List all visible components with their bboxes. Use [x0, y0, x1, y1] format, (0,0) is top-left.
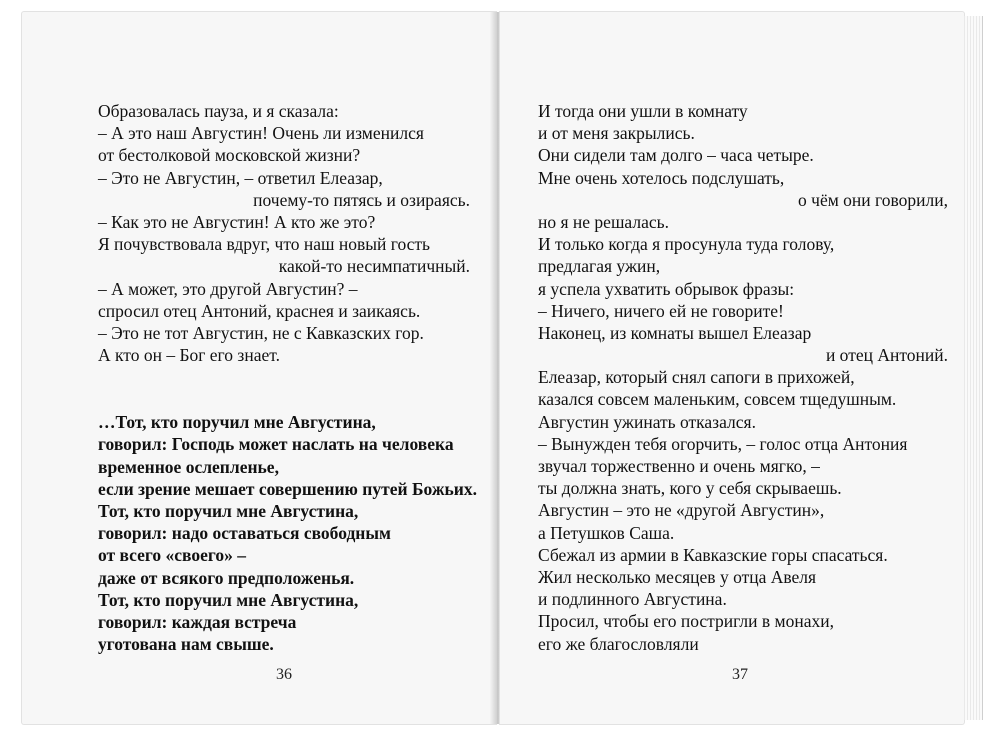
text-line: Я почувствовала вдруг, что наш новый гость — [98, 234, 431, 255]
page-number-right: 37 — [732, 666, 748, 683]
text-line: почему-то пятясь и озираясь. — [253, 189, 470, 210]
text-line: Просил, чтобы его постригли в монахи, — [538, 611, 834, 632]
right-page-text — [538, 100, 948, 655]
text-line: от бестолковой московской жизни? — [98, 145, 361, 166]
text-line: – А может, это другой Августин? – — [98, 278, 358, 299]
left-page-text — [98, 100, 477, 655]
text-line: А кто он – Бог его знает. — [98, 345, 280, 366]
text-line: Образовалась пауза, и я сказала: — [98, 101, 339, 121]
text-line: Они сидели там долго – часа четыре. — [538, 145, 814, 166]
text-line: уготована нам свыше. — [98, 634, 274, 655]
text-line: – Как это не Августин! А кто же это? — [98, 211, 376, 232]
text-line: …Тот, кто поручил мне Августина, — [98, 412, 376, 433]
text-line: и от меня закрылись. — [538, 123, 695, 144]
left-page — [22, 12, 496, 724]
text-line: даже от всякого предположенья. — [98, 567, 355, 588]
text-line: Августин – это не «другой Августин», — [538, 500, 825, 521]
text-line: я успела ухватить обрывок фразы: — [538, 278, 795, 299]
text-line: а Петушков Саша. — [538, 522, 675, 543]
text-line: – Вынужден тебя огорчить, – голос отца Антония — [538, 433, 908, 454]
text-line: Сбежал из армии в Кавказские горы спасаться. — [538, 544, 888, 565]
text-line: – Это не Августин, – ответил Елеазар, — [98, 167, 383, 188]
text-line: И только когда я просунула туда голову, — [538, 234, 835, 255]
text-line: его же благословляли — [538, 633, 699, 654]
text-line: Августин ужинать отказался. — [538, 411, 756, 432]
stanza-dialogue — [98, 100, 470, 366]
text-line: о чём они говорили, — [798, 189, 948, 210]
text-line: Елеазар, который снял сапоги в прихожей, — [538, 367, 855, 388]
text-line: Жил несколько месяцев у отца Авеля — [538, 566, 817, 587]
text-line: – Ничего, ничего ей не говорите! — [538, 300, 784, 321]
text-line: какой-то несимпатичный. — [278, 256, 470, 277]
text-line: и подлинного Августина. — [538, 589, 727, 610]
stanza-gap — [98, 366, 470, 411]
text-line: – Это не тот Августин, не с Кавказских гор. — [98, 322, 424, 343]
text-line: Тот, кто поручил мне Августина, — [98, 501, 359, 521]
text-line: Тот, кто поручил мне Августина, — [98, 589, 359, 610]
text-line: предлагая ужин, — [538, 256, 661, 277]
text-line: говорил: каждая встреча — [98, 611, 297, 632]
text-line: звучал торжественно и очень мягко, – — [538, 456, 820, 476]
right-page — [500, 12, 964, 724]
page-number-left: 36 — [276, 666, 292, 683]
text-line: но я не решалась. — [538, 211, 669, 232]
open-book — [22, 4, 982, 736]
text-line: И тогда они ушли в комнату — [538, 101, 748, 121]
text-line: и отец Антоний. — [825, 345, 948, 366]
page-edges — [964, 16, 983, 720]
text-line: Наконец, из комнаты вышел Елеазар — [538, 322, 812, 343]
text-line: говорил: надо оставаться свободным — [98, 523, 391, 544]
text-line: спросил отец Антоний, краснея и заикаясь. — [98, 300, 421, 321]
text-line: временное ослепленье, — [98, 456, 279, 477]
text-line: – А это наш Августин! Очень ли изменился — [98, 123, 424, 144]
text-line: говорил: Господь может наслать на человека — [98, 434, 454, 455]
text-line: от всего «своего» – — [98, 545, 247, 566]
text-line: ты должна знать, кого у себя скрываешь. — [538, 478, 842, 499]
text-line: если зрение мешает совершению путей Божьих. — [98, 478, 477, 499]
text-line: Мне очень хотелось подслушать, — [538, 167, 785, 188]
text-line: казался совсем маленьким, совсем тщедушным. — [538, 389, 897, 410]
stanza-bold — [98, 411, 477, 655]
